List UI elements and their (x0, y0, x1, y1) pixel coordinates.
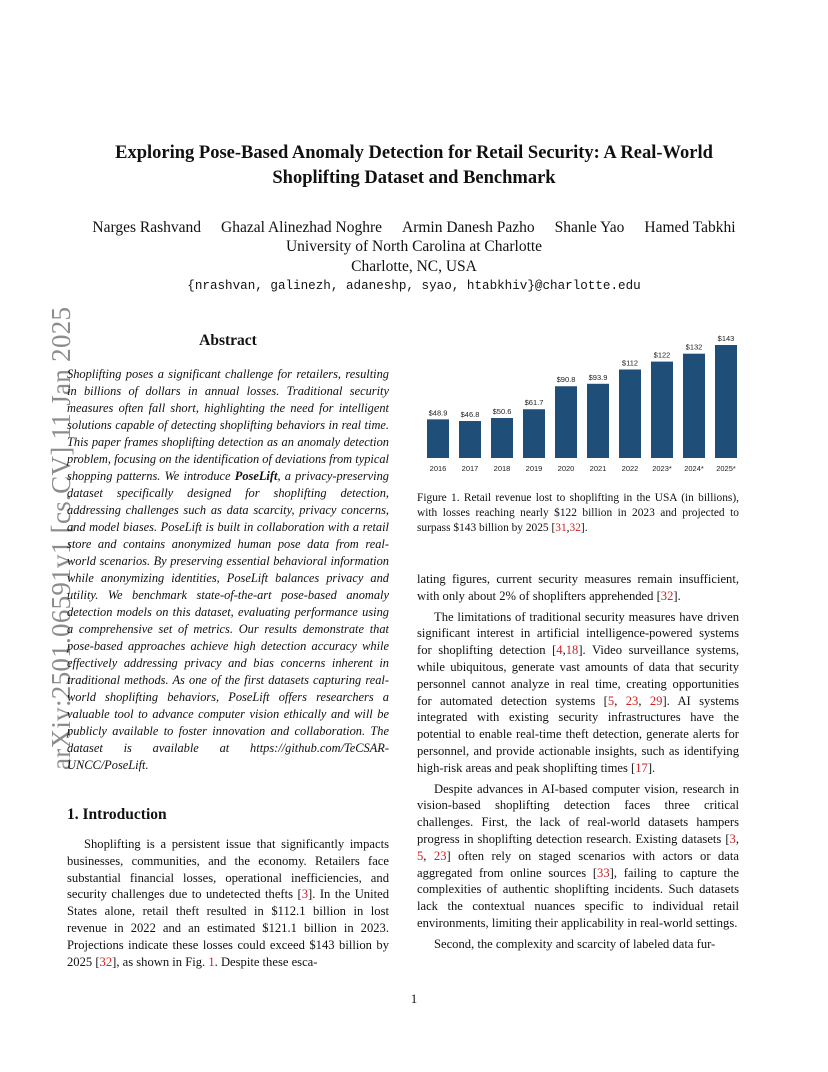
value-label: $90.8 (556, 375, 576, 385)
bar-group (427, 342, 737, 458)
citation-link[interactable]: 18 (565, 643, 579, 658)
body-text: Second, the complexity and scarcity of labeled data fur- (434, 936, 716, 951)
arxiv-id: arXiv:2501.06591v1 [cs.CV] 11 Jan 2025 (46, 306, 76, 770)
body-text: Shoplifting is a persistent issue that significantly impacts businesses, communities, and the economy. Retailers face substantial financial losses, operational inefficiencies, and security challenges due to undetected thefts [ (67, 837, 389, 902)
x-tick-label: 2023* (652, 464, 672, 473)
page-number: 1 (410, 991, 418, 1006)
revenue-loss-chart (417, 330, 745, 478)
bar-2025* (715, 345, 737, 458)
caption-text: ]. (580, 522, 588, 534)
bar-2016 (427, 419, 449, 458)
bar-2022 (619, 369, 641, 458)
body-text: ]. AI systems integrated with existing security infrastructures have the potential to enable real-time theft detection, generate alerts for personnel, and provide actionable insights, such as identifying high-risk areas and peak shoplifting times [ (417, 693, 740, 775)
value-label: $112 (621, 358, 639, 368)
citation-link[interactable]: 23 (433, 848, 447, 863)
value-label: $48.9 (428, 408, 448, 418)
title-line-1: Exploring Pose-Based Anomaly Detection for Retail Security: A Real-World (115, 143, 713, 163)
body-text: ]. In the United States alone, retail theft resulted in $112.1 billion in lost revenue in 2022 and an estimated $121.1 billion in 2023. Projections indicate these losses could exceed $143 billion by 2025 [ (67, 887, 389, 969)
x-tick-label-group (430, 464, 736, 473)
body-text: ] often rely on staged scenarios with actors or data aggregated from online sources [ (417, 848, 739, 880)
body-text: ]. (673, 588, 681, 603)
author: Ghazal Alinezhad Noghre (221, 219, 383, 236)
dataset-name: PoseLift (234, 469, 278, 483)
bar-2020 (555, 386, 577, 458)
body-text: ]. Video surveillance systems, while ubiquitous, generate vast amounts of data that security personnel cannot analyze in real time, creating opportunities for automated detection systems [ (417, 643, 739, 708)
author-list (40, 219, 788, 237)
bar-2018 (491, 418, 513, 458)
body-text: The limitations of traditional security measures have driven significant interest in artificial intelligence-powered systems for shoplifting detection [ (417, 609, 739, 658)
x-tick-label: 2025* (716, 464, 736, 473)
figure-caption: Figure 1. Retail revenue lost to shoplifting in the USA (in billions), with losses reaching nearly $122 billion in 2023 and projected to surpass $143 billion by 2025 [31,32]. (417, 492, 739, 534)
value-label: $122 (653, 350, 671, 360)
value-label: $50.6 (492, 407, 512, 417)
author: Hamed Tabkhi (644, 219, 736, 236)
value-label: $46.8 (460, 410, 480, 420)
citation-link[interactable]: 32 (660, 588, 674, 603)
value-label: $132 (685, 342, 703, 352)
x-tick-label: 2021 (589, 464, 607, 473)
abstract-text: , a privacy-preserving dataset specifically designed for shoplifting detection, addressing challenges such as data scarcity, privacy concerns, and model biases. PoseLift is built in collaboration with a retail store and contains anonymized human pose data from real-world scenarios. By preserving essential behavioral information while anonymizing identities, PoseLift balances privacy and utility. We benchmark state-of-the-art pose-based anomaly detection models on this dataset, evaluating performance using a comprehensive set of metrics. Our results demonstrate that pose-based approaches achieve high detection accuracy while effectively addressing privacy and bias concerns inherent in traditional methods. As one of the first datasets capturing real-world shoplifting behaviors, PoseLift offers researchers a valuable tool to advance computer vision ethically and will be publicly available to foster innovation and collaboration. The dataset is available at https://github.com/TeCSAR-UNCC/PoseLift. (67, 469, 389, 772)
author: Shanle Yao (554, 219, 625, 236)
author-emails: {nrashvan, galinezh, adaneshp, syao, htabkhiv}@charlotte.edu (187, 279, 641, 293)
body-text: ]. (647, 760, 656, 775)
citation-link[interactable]: 17 (635, 760, 648, 775)
citation-link[interactable]: 23 (625, 693, 639, 708)
bar-2024* (683, 354, 705, 458)
intro-paragraph (67, 836, 389, 970)
body-text: Despite advances in AI-based computer vision, research in vision-based shoplifting detection faces three critical challenges. First, the lack of real-world datasets hampers progress in shoplifting detection research. Existing datasets [ (417, 781, 739, 846)
x-tick-label: 2022 (621, 464, 639, 473)
location: Charlotte, NC, USA (351, 258, 477, 275)
citation-link[interactable]: 31 (555, 522, 567, 534)
x-tick-label: 2019 (525, 464, 543, 473)
caption-text: Figure 1. Retail revenue lost to shoplifting in the USA (in billions), with losses reaching nearly $122 billion in 2023 and projected to surpass $143 billion by 2025 [ (417, 492, 739, 534)
x-tick-label: 2017 (461, 464, 479, 473)
citation-link[interactable]: 29 (649, 693, 663, 708)
value-label: $93.9 (588, 372, 608, 382)
citation-link[interactable]: 33 (597, 865, 610, 880)
body-text: ], failing to capture the complexities of authentic shoplifting incidents. Such datasets lack the contextual nuances specific to individual retail environments, limiting their applicability in real-world settings. (417, 865, 739, 930)
bar-2021 (587, 384, 609, 458)
citation-link[interactable]: 3 (301, 887, 308, 902)
figure-link[interactable]: 1 (208, 954, 215, 969)
bar-2017 (459, 421, 481, 458)
affiliation: University of North Carolina at Charlotte (285, 238, 543, 255)
arxiv-stamp (24, 290, 76, 770)
body-text: lating figures, current security measures remain insufficient, with only about 2% of shoplifters apprehended [ (417, 572, 739, 603)
body-text: . Despite these esca- (214, 954, 318, 969)
x-tick-label: 2018 (493, 464, 511, 473)
bar-2023* (651, 362, 673, 458)
bar-2019 (523, 409, 545, 458)
citation-link[interactable]: 3 (729, 831, 736, 846)
right-column-text: lating figures, current security measures remain insufficient, with only about 2% of shoplifters apprehended [32]. The limitations of traditional security measures have driven significant interest in artificial intelligence-powered systems for shoplifting detection [4,18]. Video surveillance systems, while ubiquitous, generate vast amounts of data that security personnel cannot analyze in real time, creating opportunities for automated detection systems [5, 23, 29]. AI systems integrated with existing security infrastructures have the potential to enable real-time theft detection, generate alerts for personnel, and provide actionable insights, such as identifying high-risk areas and peak shoplifting times [17]. Despite advances in AI-based computer vision, research in vision-based shoplifting detection faces three critical challenges. First, the lack of real-world datasets hampers progress in shoplifting detection research. Existing datasets [3, 5, 23] often rely on staged scenarios with actors or data aggregated from online sources [33], failing to capture the complexities of authentic shoplifting incidents. Such datasets lack the contextual nuances specific to individual retail environments, limiting their applicability in real-world settings. Second, the complexity and scarcity of labeled data fur- (417, 572, 740, 951)
x-tick-label: 2024* (684, 464, 704, 473)
citation-link[interactable]: 32 (569, 522, 581, 534)
author: Narges Rashvand (92, 219, 202, 236)
citation-link[interactable]: 4 (556, 643, 563, 658)
author: Armin Danesh Pazho (402, 219, 535, 236)
x-tick-label: 2016 (429, 464, 447, 473)
abstract-heading: Abstract (199, 332, 257, 349)
citation-link[interactable]: 5 (607, 693, 615, 708)
citation-link[interactable]: 32 (99, 954, 113, 969)
section-heading: 1. Introduction (67, 806, 167, 823)
abstract-text: Shoplifting poses a significant challenge for retailers, resulting in billions of dollars in annual losses. Traditional security measures often fall short, highlighting the need for intelligent solutions capable of detecting shoplifting behaviors in real time. This paper frames shoplifting detection as an anomaly detection problem, focusing on the identification of deviations from typical shopping patterns. We introduce (67, 367, 389, 483)
value-label: $143 (717, 334, 735, 343)
citation-link[interactable]: 5 (417, 848, 424, 863)
title-line-2: Shoplifting Dataset and Benchmark (272, 168, 556, 188)
value-label: $61.7 (524, 398, 544, 408)
x-tick-label: 2020 (557, 464, 575, 473)
abstract-body (67, 366, 389, 774)
body-text: ], as shown in Fig. (112, 954, 209, 969)
paper-title (60, 141, 768, 191)
